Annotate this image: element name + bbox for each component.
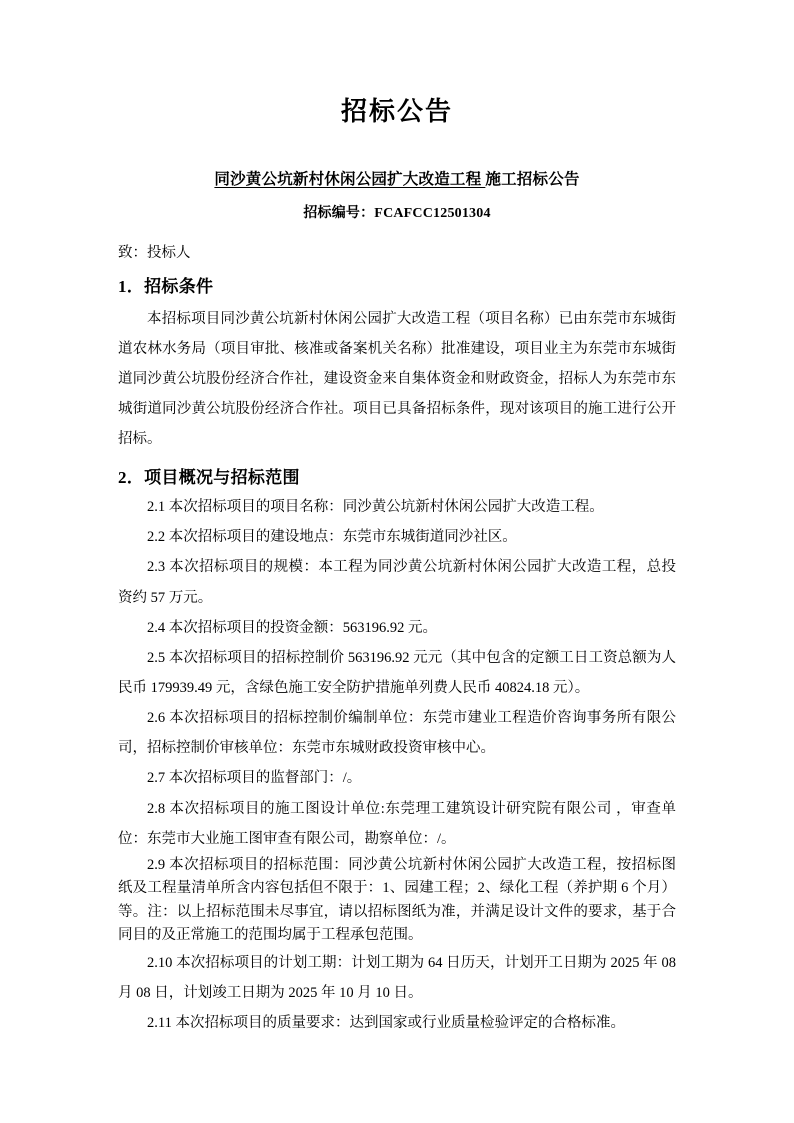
clause-2-9: 2.9 本次招标项目的招标范围：同沙黄公坑新村休闲公园扩大改造工程，按招标图纸及工程量清单所含内容包括但不限于：1、园建工程；2、绿化工程（养护期 6 个月）等。注：以上招标范围未尽事宜，请以招标图纸为准，并满足设计文件的要求，基于合同目的及正常施工的范围均属于工程承包范围。 <box>118 856 676 944</box>
document-subtitle-suffix: 施工招标公告 <box>485 171 580 189</box>
clause-2-4: 2.4 本次招标项目的投资金额：563196.92 元。 <box>147 619 437 636</box>
document-subtitle <box>118 127 676 190</box>
clause-2-10: 2.10 本次招标项目的计划工期：计划工期为 64 日历天，计划开工日期为 2025 年 08 月 08 日，计划竣工日期为 2025 年 10 月 10 日。 <box>118 954 676 1002</box>
page-title: 招标公告 <box>340 97 453 126</box>
clause-2-2: 2.2 本次招标项目的建设地点：东莞市东城街道同沙社区。 <box>147 529 517 546</box>
section-heading-2: 2．项目概况与招标范围 <box>118 467 300 487</box>
document-content <box>118 0 676 1038</box>
clause-2-5: 2.5 本次招标项目的招标控制价 563196.92 元元（其中包含的定额工日工资总额为人民币 179939.49 元，含绿色施工安全防护措施单列费人民币 40824.18 元）。 <box>118 649 676 696</box>
clause-2-8: 2.8 本次招标项目的施工图设计单位:东莞理工建筑设计研究院有限公司 ，审查单位：东莞市大业施工图审查有限公司，勘察单位：/。 <box>118 800 676 847</box>
section-1-paragraph-1: 本招标项目同沙黄公坑新村休闲公园扩大改造工程（项目名称）已由东莞市东城街道农林水务局（项目审批、核准或备案机关名称）批准建设，项目业主为东莞市东城街道同沙黄公坑股份经济合作社，建设资金来自集体资金和财政资金，招标人为东莞市东城街道同沙黄公坑股份经济合作社。项目已具备招标条件，现对该项目的施工进行公开招标。 <box>118 310 676 448</box>
clause-2-3: 2.3 本次招标项目的规模：本工程为同沙黄公坑新村休闲公园扩大改造工程，总投资约 57 万元。 <box>118 559 676 606</box>
clause-2-6: 2.6 本次招标项目的招标控制价编制单位：东莞市建业工程造价咨询事务所有限公司，招标控制价审核单位：东莞市东城财政投资审核中心。 <box>118 710 676 757</box>
tender-number: 招标编号：FCAFCC12501304 <box>303 206 491 222</box>
clause-2-11: 2.11 本次招标项目的质量要求：达到国家或行业质量检验评定的合格标准。 <box>147 1015 625 1032</box>
document-subtitle-project-name: 同沙黄公坑新村休闲公园扩大改造工程 <box>214 171 486 189</box>
addressee-line: 致：投标人 <box>118 244 191 261</box>
clause-2-1: 2.1 本次招标项目的项目名称：同沙黄公坑新村休闲公园扩大改造工程。 <box>147 499 604 516</box>
clause-2-7: 2.7 本次招标项目的监督部门：/。 <box>147 770 362 787</box>
section-heading-1: 1．招标条件 <box>118 277 214 297</box>
